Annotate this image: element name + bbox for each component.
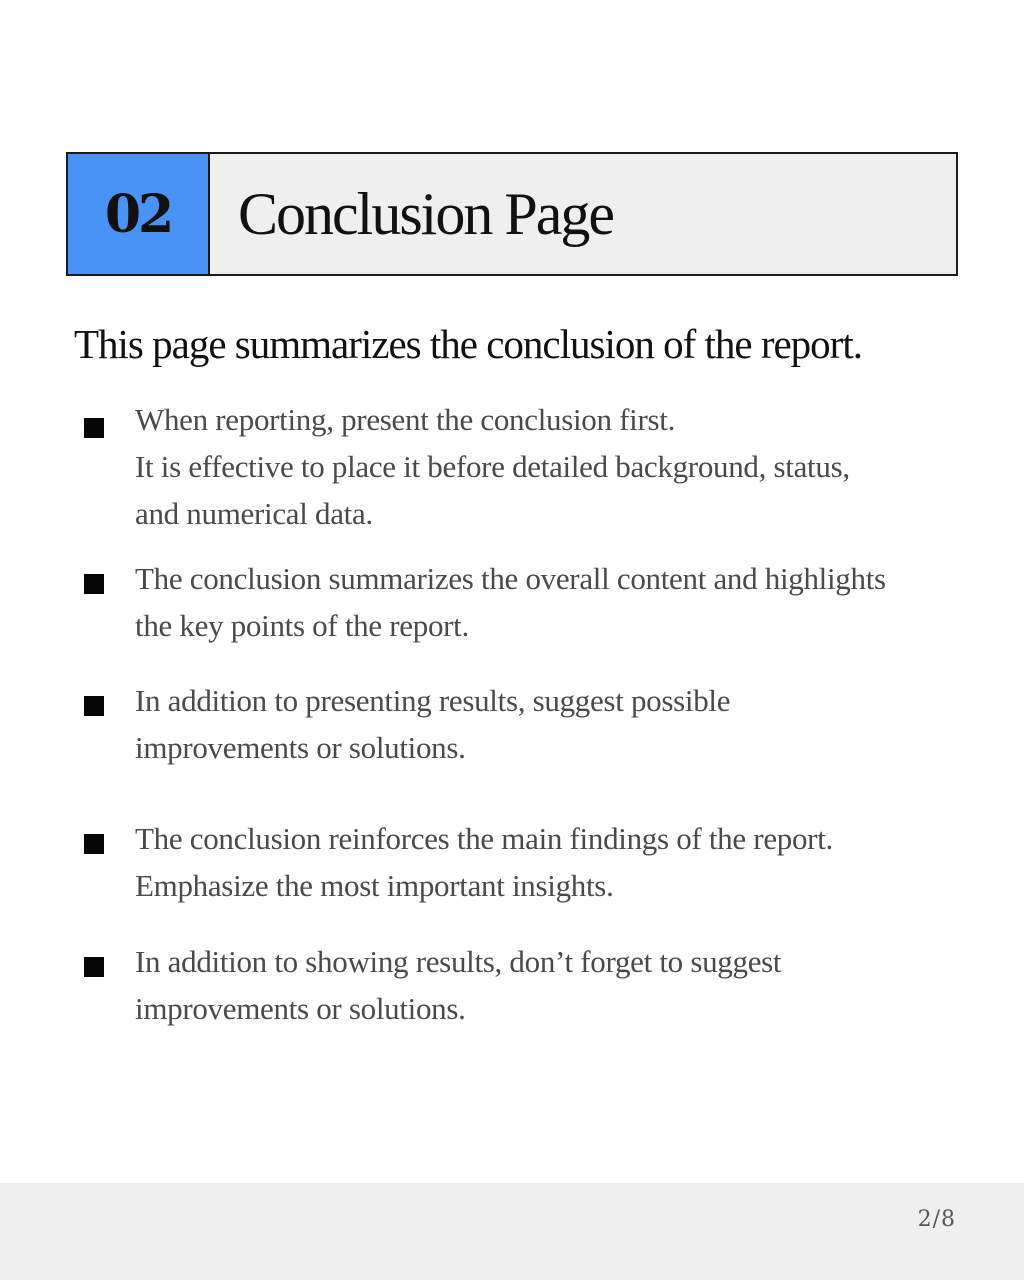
bullet-line: the key points of the report. [135, 608, 469, 643]
section-number: 02 [68, 154, 210, 274]
bullet-line: The conclusion reinforces the main findings of the report. [135, 821, 833, 856]
page-subtitle: This page summarizes the conclusion of the report. [74, 321, 862, 367]
bullet-line: and numerical data. [135, 496, 373, 531]
bullet-line: In addition to showing results, don’t forget to suggest [135, 944, 782, 979]
bullet-square-icon [84, 574, 104, 594]
bullet-line: improvements or solutions. [135, 991, 466, 1026]
bullet-square-icon [84, 696, 104, 716]
section-title-box [66, 152, 958, 276]
bullet-square-icon [84, 418, 104, 438]
bullet-line: It is effective to place it before detailed background, status, [135, 449, 850, 484]
bullet-square-icon [84, 957, 104, 977]
page-number: 2/8 [917, 1207, 956, 1232]
bullet-text [135, 815, 955, 909]
bullet-square-icon [84, 834, 104, 854]
footer-bar [0, 1183, 1024, 1280]
page-title: Conclusion Page [210, 154, 956, 274]
bullet-line: When reporting, present the conclusion first. [135, 402, 676, 437]
bullet-line: Emphasize the most important insights. [135, 868, 614, 903]
bullet-text [135, 555, 955, 649]
bullet-text [135, 396, 955, 537]
bullet-text [135, 938, 955, 1032]
bullet-line: In addition to presenting results, suggest possible [135, 683, 731, 718]
bullet-line: The conclusion summarizes the overall content and highlights [135, 561, 886, 596]
bullet-line: improvements or solutions. [135, 730, 466, 765]
bullet-text [135, 677, 955, 771]
